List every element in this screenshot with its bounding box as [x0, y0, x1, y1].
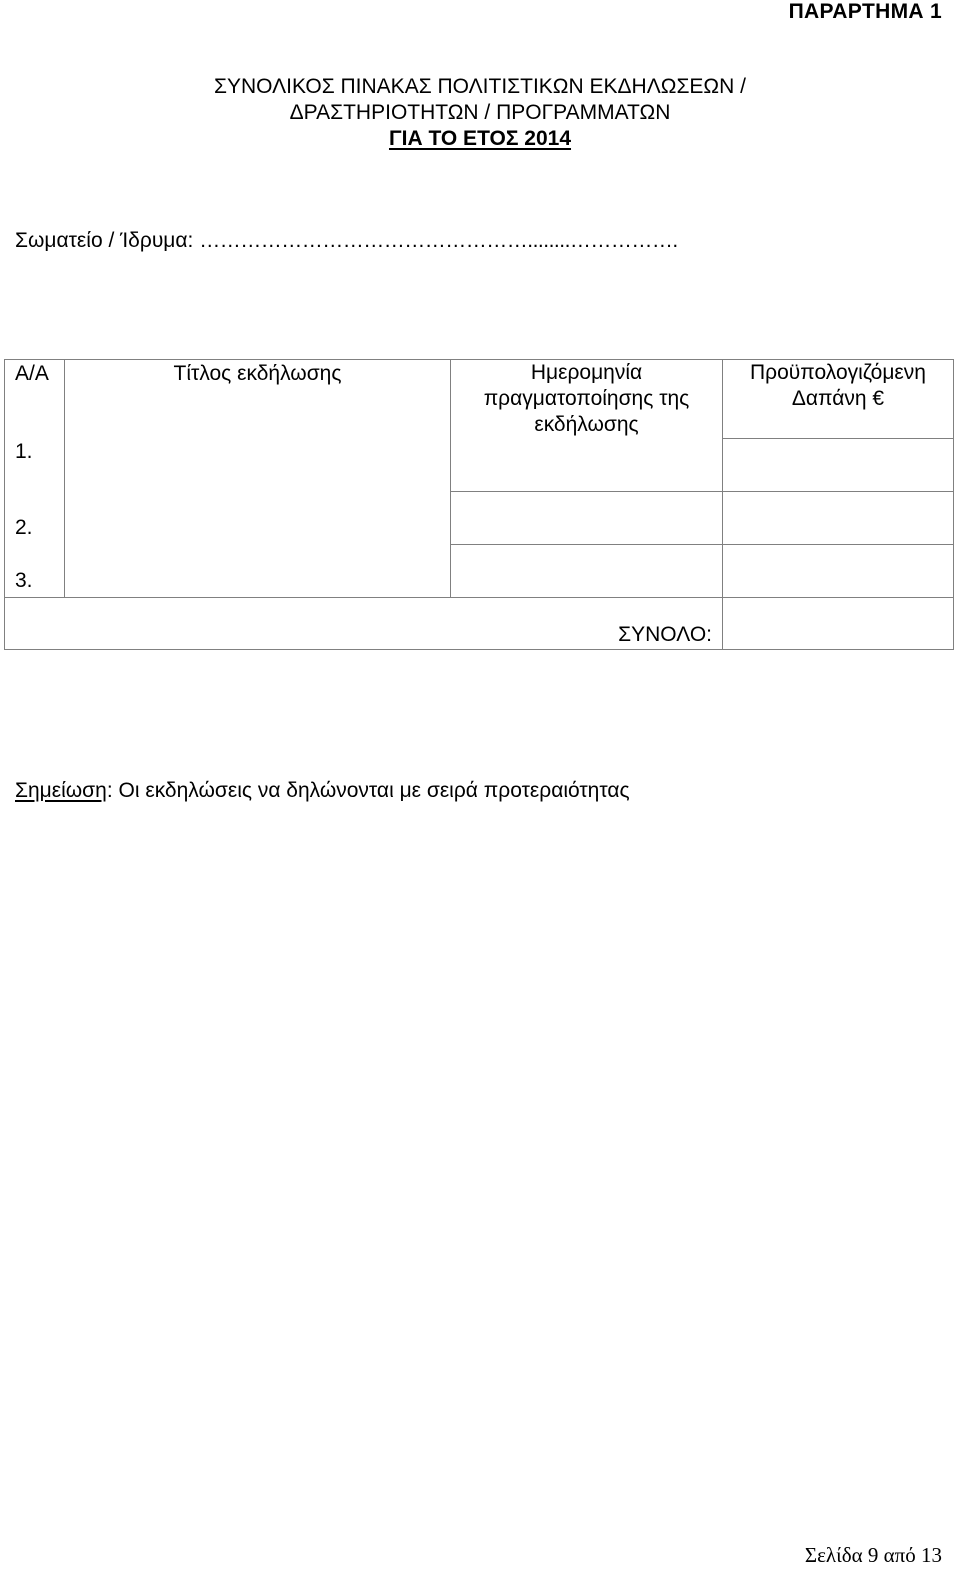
header-cost-line-1: Προϋπολογιζόμενη	[750, 361, 926, 384]
header-title-label: Τίτλος εκδήλωσης	[173, 362, 342, 385]
date-cell[interactable]	[451, 544, 723, 597]
organization-fill-field[interactable]: …………………………………………........…………….	[199, 229, 678, 252]
events-table	[4, 359, 954, 650]
cost-cell[interactable]	[723, 491, 954, 544]
row-number: 1.	[15, 440, 33, 463]
title-line-2: ΔΡΑΣΤΗΡΙΟΤΗΤΩΝ / ΠΡΟΓΡΑΜΜΑΤΩΝ	[289, 101, 671, 124]
row-number: 3.	[15, 568, 33, 592]
header-cost-line-2: Δαπάνη €	[791, 387, 885, 410]
header-date-line-1: Ημερομηνία	[530, 361, 643, 384]
total-label-cell	[5, 597, 723, 649]
note-label: Σημείωση	[15, 779, 107, 802]
title-year-line: ΓΙΑ ΤΟ ΕΤΟΣ 2014	[388, 127, 572, 150]
date-cell[interactable]	[451, 491, 723, 544]
table-row	[5, 544, 954, 597]
header-title	[65, 360, 451, 545]
header-date-line-2: πραγματοποίησης της	[483, 387, 690, 410]
note	[15, 779, 630, 803]
organization-line	[15, 229, 678, 253]
title-cell[interactable]	[65, 544, 451, 597]
total-label: ΣΥΝΟΛΟ:	[618, 622, 712, 646]
header-date-line-3: εκδήλωσης	[534, 413, 639, 436]
header-cost	[723, 360, 954, 439]
row-number-cell	[5, 491, 65, 544]
annex-label: ΠΑΡΑΡΤΗΜΑ 1	[788, 0, 942, 23]
header-aa: Α/Α	[15, 362, 49, 385]
row-number: 2.	[15, 516, 33, 539]
date-cell[interactable]	[451, 438, 723, 491]
note-text: : Οι εκδηλώσεις να δηλώνονται με σειρά προτεραιότητας	[106, 779, 630, 802]
header-date	[451, 360, 723, 439]
total-value-cell[interactable]	[723, 597, 954, 649]
title-line-1: ΣΥΝΟΛΙΚΟΣ ΠΙΝΑΚΑΣ ΠΟΛΙΤΙΣΤΙΚΩΝ ΕΚΔΗΛΩΣΕΩΝ /	[214, 75, 746, 98]
table-total-row	[5, 597, 954, 649]
document-title	[0, 74, 960, 152]
cost-cell[interactable]	[723, 438, 954, 491]
page-number: Σελίδα 9 από 13	[804, 1543, 942, 1567]
row-number-cell	[5, 544, 65, 597]
table-header-row	[5, 360, 954, 439]
cost-cell[interactable]	[723, 544, 954, 597]
organization-label: Σωματείο / Ίδρυμα:	[15, 229, 194, 252]
header-aa-cell	[5, 360, 65, 492]
